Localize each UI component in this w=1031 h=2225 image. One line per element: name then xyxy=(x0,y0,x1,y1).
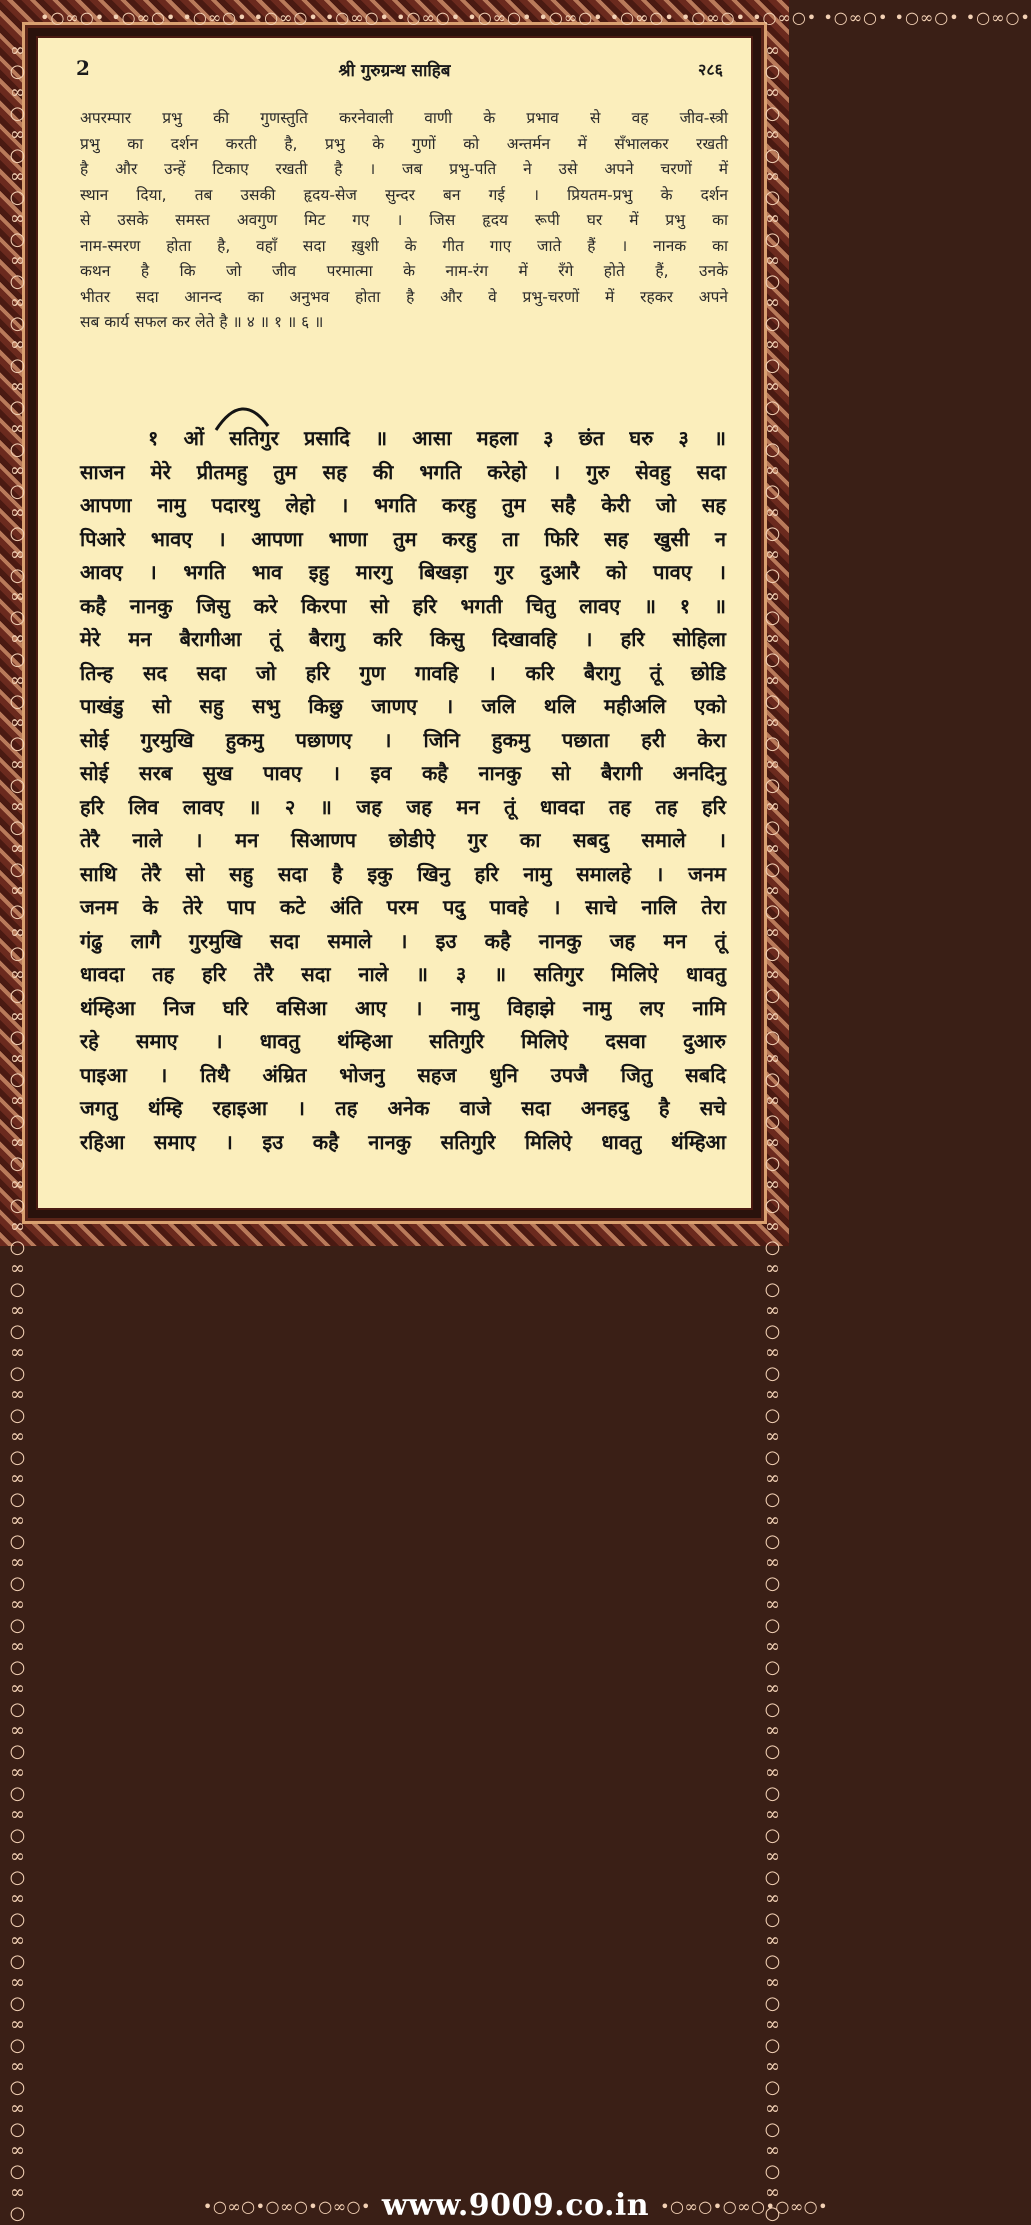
gurbani-text xyxy=(80,422,726,1159)
translation-line: सब कार्य सफल कर लेते है ॥ ४ ॥ १ ॥ ६ ॥ xyxy=(80,313,324,331)
gurbani-line: पाखंडु सो सहु सभु किछु जाणए । जलि थलि महीअलि एको xyxy=(80,694,726,718)
translation-line: नाम-स्मरण होता है, वहाँ सदा ख़ुशी के गीत गाए जाते हैं । नानक का xyxy=(80,236,728,255)
page-number: 2 xyxy=(76,56,90,80)
gurbani-line: कहै नानकु जिसु करे किरपा सो हरि भगती चितु लावए ॥ १ ॥ xyxy=(80,593,726,618)
translation-line: अपरम्पार प्रभु की गुणस्तुति करनेवाली वाणी के प्रभाव से वह जीव-स्त्री xyxy=(80,109,728,127)
gurbani-line: धावदा तह हरि तेरै सदा नाले ॥ ३ ॥ सतिगुर मिलिऐ धावतु xyxy=(80,962,726,986)
gurbani-line: साजन मेरे प्रीतमहु तुम सह की भगति करेहो । गुरु सेवहु सदा xyxy=(80,459,726,484)
gurbani-line: मेरे मन बैरागीआ तूं बैरागु करि किसु दिखावहि । हरि सोहिला xyxy=(80,627,726,651)
gurbani-line: सोई गुरमुखि हुकमु पछाणए । जिनि हुकमु पछाता हरी केरा xyxy=(80,727,726,752)
translation-line: स्थान दिया, तब उसकी हृदय-सेज सुन्दर बन गई । प्रियतम-प्रभु के दर्शन xyxy=(80,185,728,204)
gurbani-line: सोई सरब सुख पावए । इव कहै नानकु सो बैरागी अनदिनु xyxy=(80,761,726,785)
gurbani-line: रहे समाए । धावतु थंम्हिआ सतिगुरि मिलिऐ दसवा दुआरु xyxy=(80,1029,726,1053)
gurbani-line: जनम के तेरे पाप कटे अंति परम पदु पावहे । साचे नालि तेरा xyxy=(80,895,726,919)
left-ornament: ∞○∞○∞○∞○∞○∞○∞○∞○∞○∞○∞○∞○∞○∞○∞○∞○∞○∞○∞○∞○∞○∞○∞○∞○∞○∞○∞○∞○∞○∞○∞○∞○∞○∞○∞○∞○∞○∞○∞○∞○∞○∞○∞○∞○∞○∞○∞○∞○∞○∞○∞○∞○ xyxy=(7,40,28,2224)
gurbani-line: जगतु थंम्हि रहाइआ । तह अनेक वाजे सदा अनहदु है सचे xyxy=(80,1096,726,1120)
gurbani-line: थंम्हिआ निज घरि वसिआ आए । नामु विहाझे नामु लए नामि xyxy=(80,995,726,1020)
gurbani-line: हरि लिव लावए ॥ २ ॥ जह जह मन तूं धावदा तह तह हरि xyxy=(80,794,726,819)
top-ornament: •○∞○• •○∞○• •○∞○• •○∞○• •○∞○• •○∞○• •○∞○• •○∞○• •○∞○• •○∞○• •○∞○• •○∞○• •○∞○• •○∞○• xyxy=(40,8,1031,27)
translation-line: से उसके समस्त अवगुण मिट गए । जिस हृदय रूपी घर में प्रभु का xyxy=(80,211,728,229)
translation-line: कथन है कि जो जीव परमात्मा के नाम-रंग में रँगे होते हैं, उनके xyxy=(80,262,728,280)
translation-paragraph xyxy=(80,106,728,336)
gurbani-line: रहिआ समाए । इउ कहै नानकु सतिगुरि मिलिऐ धावतु थंम्हिआ xyxy=(80,1129,726,1154)
translation-line: है और उन्हें टिकाए रखती है । जब प्रभु-पति ने उसे अपने चरणों में xyxy=(80,160,728,178)
footer-ornament-right: •○∞○•○∞○•○∞○• xyxy=(660,2197,829,2216)
website-link[interactable]: www.9009.co.in xyxy=(381,2188,650,2223)
right-ornament: ∞○∞○∞○∞○∞○∞○∞○∞○∞○∞○∞○∞○∞○∞○∞○∞○∞○∞○∞○∞○∞○∞○∞○∞○∞○∞○∞○∞○∞○∞○∞○∞○∞○∞○∞○∞○∞○∞○∞○∞○∞○∞○∞○∞○∞○∞○∞○∞○∞○∞○∞○∞○ xyxy=(762,40,783,2224)
gurbani-line: साथि तेरै सो सहु सदा है इकु खिनु हरि नामु समालहे । जनम xyxy=(80,861,726,886)
gurbani-line: तिन्ह सद सदा जो हरि गुण गावहि । करि बैरागु तूं छोडि xyxy=(80,660,726,685)
site-footer xyxy=(0,2187,1031,2225)
translation-line: प्रभु का दर्शन करती है, प्रभु के गुणों को अन्तर्मन में सँभालकर रखती xyxy=(80,134,728,153)
devanagari-page-number: २८६ xyxy=(698,60,723,79)
gurbani-line: आवए । भगति भाव इहु मारगु बिखड़ा गुर दुआरै को पावए । xyxy=(80,560,726,584)
page-header xyxy=(38,56,751,82)
footer-ornament-left: •○∞○•○∞○•○∞○• xyxy=(202,2197,371,2216)
gurbani-line: गंढु लागै गुरमुखि सदा समाले । इउ कहै नानकु जह मन तूं xyxy=(80,928,726,953)
gurbani-line: तेरै नाले । मन सिआणप छोडीऐ गुर का सबदु समाले । xyxy=(80,828,726,852)
gurbani-line: पिआरे भावए । आपणा भाणा तुम करहु ता फिरि सह खुसी न xyxy=(80,526,726,551)
translation-line: भीतर सदा आनन्द का अनुभव होता है और वे प्रभु-चरणों में रहकर अपने xyxy=(80,287,728,306)
gurbani-line: पाइआ । तिथै अंम्रित भोजनु सहज धुनि उपजै जितु सबदि xyxy=(80,1062,726,1087)
scripture-page xyxy=(38,38,751,1208)
gurbani-line: १ ओं सतिगुर प्रसादि ॥ आसा महला ३ छंत घरु ३ ॥ xyxy=(148,426,726,450)
book-title: श्री गुरुग्रन्थ साहिब xyxy=(338,61,451,81)
gurbani-line: आपणा नामु पदारथु लेहो । भगति करहु तुम सहै केरी जो सह xyxy=(80,493,726,517)
